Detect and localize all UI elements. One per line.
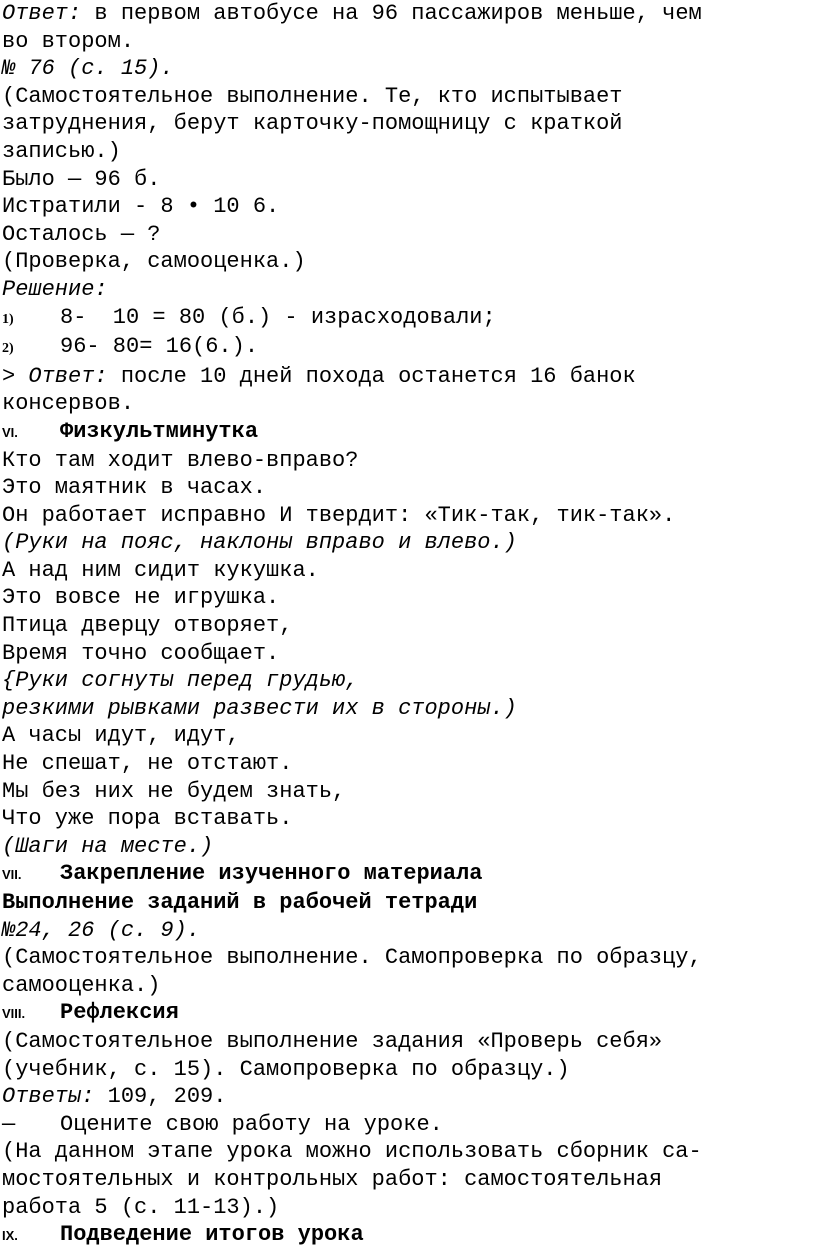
text-line: (Самостоятельное выполнение. Самопроверка по образцу, xyxy=(2,945,702,971)
poem-line: А над ним сидит кукушка. xyxy=(2,557,319,583)
section-number: VI. xyxy=(2,424,18,440)
section-number: VII. xyxy=(2,867,22,883)
section-heading xyxy=(2,860,812,889)
poem-line: А часы идут, идут, xyxy=(2,723,240,749)
exercise-instruction: (Шаги на месте.) xyxy=(2,833,214,859)
answer-label: Ответ: xyxy=(28,363,108,389)
step-number: 2) xyxy=(2,341,14,357)
text-line: (Самостоятельное выполнение задания «Проверь себя» xyxy=(2,1028,663,1054)
text-line: Истратили - 8 • 10 6. xyxy=(2,194,280,220)
poem-line: Мы без них не будем знать, xyxy=(2,778,346,804)
dash-bullet: — xyxy=(2,1111,16,1137)
solution-step xyxy=(2,333,812,363)
section-title: Рефлексия xyxy=(60,1000,179,1026)
bullet-line xyxy=(2,1111,812,1139)
text-line: записью.) xyxy=(2,138,121,164)
answer-text: после 10 дней похода останется 16 банок xyxy=(107,363,636,389)
poem-line: Не спешат, не отстают. xyxy=(2,751,293,777)
section-heading xyxy=(2,418,812,447)
text-line: Осталось — ? xyxy=(2,221,161,247)
answer-label: Ответ: xyxy=(2,1,82,26)
text-line: (Самостоятельное выполнение. Те, кто испытывает xyxy=(2,83,623,109)
section-number: IX. xyxy=(2,1228,18,1244)
text-line: самооценка.) xyxy=(2,972,161,998)
answers-line xyxy=(2,1083,812,1111)
text-line: работа 5 (с. 11-13).) xyxy=(2,1194,280,1220)
section-subtitle: Выполнение заданий в рабочей тетради xyxy=(2,890,478,915)
step-number: 1) xyxy=(2,311,14,327)
text-line: (учебник, с. 15). Самопроверка по образцу.) xyxy=(2,1056,570,1082)
answer-text: в первом автобусе на 96 пассажиров меньше, чем xyxy=(81,1,702,26)
exercise-instruction: {Руки согнуты перед грудью, xyxy=(2,668,359,694)
section-title: Подведение итогов урока xyxy=(60,1222,364,1248)
answers-text: 109, 209. xyxy=(94,1084,227,1110)
answer-line xyxy=(2,363,812,391)
poem-line: Время точно сообщает. xyxy=(2,640,280,666)
text-line: мостоятельных и контрольных работ: самостоятельная xyxy=(2,1166,663,1192)
step-text: 8- 10 = 80 (б.) - израсходовали; xyxy=(60,304,496,330)
text-line: во втором. xyxy=(2,28,135,54)
step-text: 96- 80= 16(6.). xyxy=(60,334,259,360)
exercise-instruction: (Руки на пояс, наклоны вправо и влево.) xyxy=(2,530,517,556)
answers-label: Ответы: xyxy=(2,1084,95,1110)
section-title: Физкультминутка xyxy=(60,418,259,444)
exercise-instruction: резкими рывками развести их в стороны.) xyxy=(2,695,517,721)
bullet-text: Оцените свою работу на уроке. xyxy=(60,1111,443,1137)
text-line: (На данном этапе урока можно использовать сборник са- xyxy=(2,1139,702,1165)
text-line: (Проверка, самооценка.) xyxy=(2,249,306,275)
poem-line: Что уже пора вставать. xyxy=(2,806,293,832)
poem-line: Кто там ходит влево-вправо? xyxy=(2,447,359,473)
section-heading xyxy=(2,1221,812,1250)
section-number: VIII. xyxy=(2,1006,26,1022)
poem-line: Он работает исправно И твердит: «Тик-так, тик-так». xyxy=(2,502,676,528)
poem-line: Это маятник в часах. xyxy=(2,475,267,501)
poem-line: Это вовсе не игрушка. xyxy=(2,585,280,611)
section-title: Закрепление изученного материала xyxy=(60,861,483,887)
text-line: консервов. xyxy=(2,391,135,417)
task-number: № 76 (с. 15). xyxy=(2,56,174,82)
text-line: затруднения, берут карточку-помощницу с краткой xyxy=(2,111,623,137)
answer-line xyxy=(2,0,812,28)
solution-label: Решение: xyxy=(2,276,108,302)
text-line: Было — 96 б. xyxy=(2,166,161,192)
poem-line: Птица дверцу отворяет, xyxy=(2,613,293,639)
task-number: №24, 26 (с. 9). xyxy=(2,917,201,943)
section-heading xyxy=(2,999,812,1028)
answer-prefix: > xyxy=(2,363,29,389)
solution-step xyxy=(2,304,812,334)
